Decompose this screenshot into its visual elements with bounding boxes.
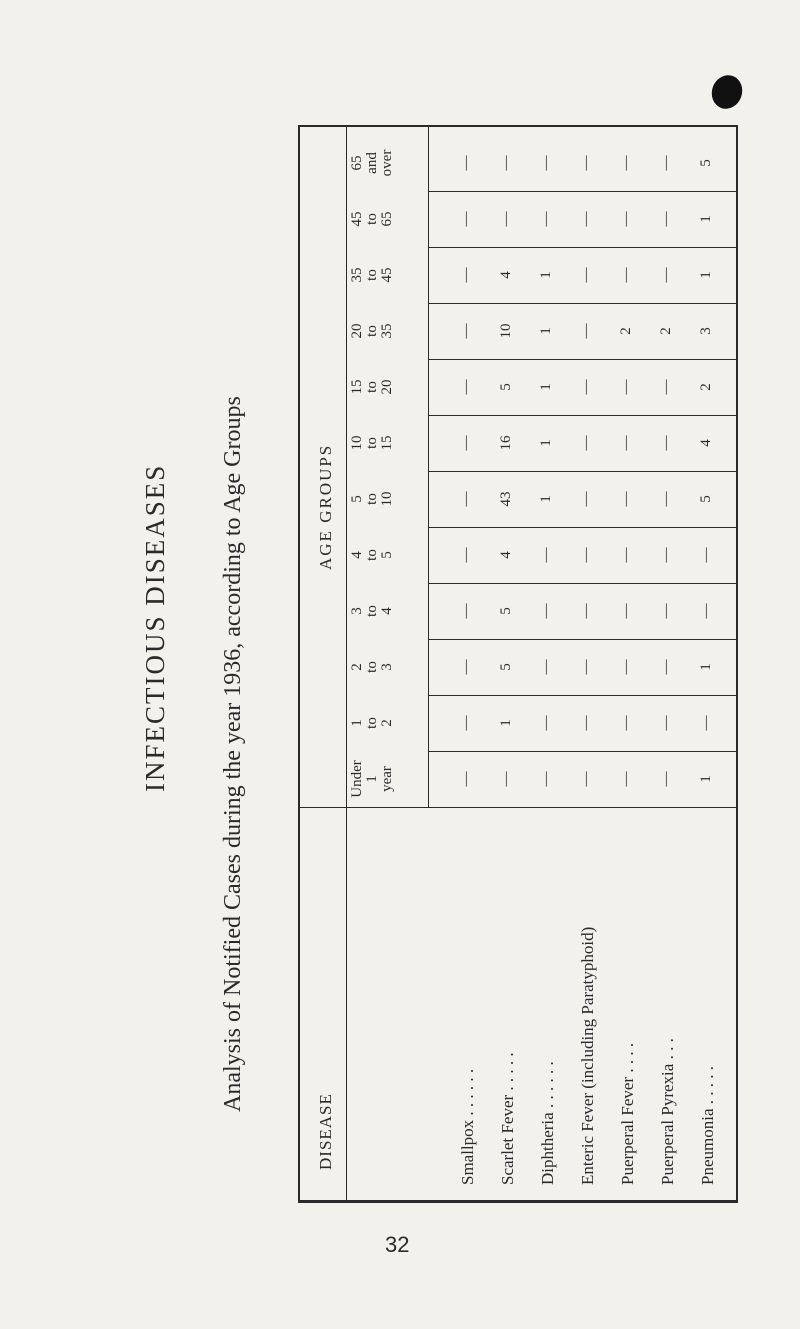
age-group-label-line: 65 — [379, 211, 395, 227]
age-column-rule — [428, 359, 738, 360]
table-cell: — — [618, 155, 634, 171]
age-groups-header: AGE GROUPS — [316, 443, 335, 570]
table-cell: — — [578, 379, 594, 395]
age-group-label-line: 2 — [379, 719, 395, 727]
age-group-label — [350, 421, 395, 465]
age-group-label-line: 20 — [379, 379, 395, 395]
age-group-label-line: 20 — [349, 323, 365, 339]
table-cell: — — [618, 659, 634, 675]
table-cell: 4 — [498, 551, 514, 559]
age-group-label-line: to — [364, 717, 380, 729]
table-cell: — — [538, 603, 554, 619]
age-group-label-line: 10 — [379, 491, 395, 507]
age-group-label — [350, 589, 395, 633]
age-column-rule — [428, 471, 738, 472]
table-cell: — — [578, 603, 594, 619]
age-group-label — [350, 533, 395, 577]
table-cell: 1 — [698, 663, 714, 671]
table-cell: — — [538, 659, 554, 675]
table-cell: 1 — [538, 383, 554, 391]
table-cell: — — [458, 715, 474, 731]
age-group-label-line: 45 — [379, 267, 395, 283]
age-group-label — [350, 757, 395, 801]
table-cell: — — [458, 211, 474, 227]
age-group-label-line: to — [364, 325, 380, 337]
table-cell: — — [538, 715, 554, 731]
table-cell: — — [578, 323, 594, 339]
table-cell: — — [658, 659, 674, 675]
page-title: INFECTIOUS DISEASES — [140, 463, 170, 792]
page-number: 32 — [385, 1232, 410, 1257]
table-cell: — — [618, 715, 634, 731]
table-left-rule — [298, 125, 300, 1203]
table-cell: — — [458, 603, 474, 619]
table-cell: — — [578, 267, 594, 283]
table-cell: 3 — [698, 327, 714, 335]
table-cell: — — [658, 435, 674, 451]
table-cell: 5 — [498, 383, 514, 391]
table-cell: 2 — [658, 327, 674, 335]
page-subtitle: Analysis of Notified Cases during the year 1936, according to Age Groups — [220, 396, 246, 1112]
table-cell: — — [658, 715, 674, 731]
table-cell: 1 — [538, 495, 554, 503]
table-cell: 1 — [538, 327, 554, 335]
table-cell: — — [618, 379, 634, 395]
age-group-label-line: to — [364, 549, 380, 561]
ink-blot — [707, 71, 747, 113]
age-group-label-line: 1 — [364, 775, 380, 783]
table-cell: — — [578, 491, 594, 507]
age-group-label-line: 65 — [349, 155, 365, 171]
age-group-label — [350, 477, 395, 521]
age-group-label-line: 3 — [349, 607, 365, 615]
table-cell: — — [618, 491, 634, 507]
age-group-label — [350, 197, 395, 241]
table-bottom-rule — [298, 1200, 738, 1203]
age-column-rule — [428, 247, 738, 248]
table-cell: — — [578, 547, 594, 563]
table-cell: — — [578, 715, 594, 731]
age-group-label — [350, 365, 395, 409]
table-cell: — — [538, 155, 554, 171]
table-cell: 4 — [698, 439, 714, 447]
table-cell: — — [578, 211, 594, 227]
age-group-label-line: to — [364, 381, 380, 393]
disease-divider-rule — [298, 807, 738, 808]
table-cell: — — [458, 267, 474, 283]
table-cell: — — [658, 771, 674, 787]
table-cell: — — [498, 211, 514, 227]
table-cell: — — [658, 603, 674, 619]
age-group-label-line: to — [364, 437, 380, 449]
table-cell: — — [578, 771, 594, 787]
age-group-label-line: 35 — [379, 323, 395, 339]
age-column-rule — [428, 303, 738, 304]
table-cell: — — [698, 547, 714, 563]
age-group-label-line: 1 — [349, 719, 365, 727]
age-group-label-line: 5 — [349, 495, 365, 503]
table-cell: — — [658, 211, 674, 227]
age-group-label — [350, 253, 395, 297]
table-cell: — — [498, 155, 514, 171]
table-cell: 2 — [618, 327, 634, 335]
table-cell: — — [578, 659, 594, 675]
table-cell: — — [458, 491, 474, 507]
cases-table — [298, 125, 738, 1203]
age-group-label-line: to — [364, 661, 380, 673]
table-cell: — — [658, 267, 674, 283]
disease-name: Puerperal Pyrexia . . . — [658, 1038, 677, 1185]
age-group-label-line: 45 — [349, 211, 365, 227]
age-group-label — [350, 309, 395, 353]
age-group-label-line: and — [364, 152, 380, 174]
table-cell: — — [618, 603, 634, 619]
table-cell: 1 — [498, 719, 514, 727]
table-cell: 5 — [698, 495, 714, 503]
age-column-rule — [428, 191, 738, 192]
table-cell: — — [458, 547, 474, 563]
table-cell: — — [538, 771, 554, 787]
table-cell: — — [698, 715, 714, 731]
age-group-label-line: over — [379, 149, 395, 177]
age-group-label-line: 15 — [349, 379, 365, 395]
table-cell: 16 — [498, 435, 514, 451]
age-group-label — [350, 645, 395, 689]
table-cell: 5 — [498, 663, 514, 671]
table-cell: — — [458, 771, 474, 787]
disease-name: Pneumonia . . . . . — [698, 1066, 717, 1185]
table-cell: 1 — [698, 775, 714, 783]
disease-name: Smallpox . . . . . . — [458, 1068, 477, 1185]
table-cell: — — [458, 435, 474, 451]
age-column-rule — [428, 751, 738, 752]
age-group-label-line: 10 — [349, 435, 365, 451]
table-cell: 5 — [698, 159, 714, 167]
header-divider-rule — [346, 125, 347, 1203]
table-cell: — — [538, 211, 554, 227]
age-group-label-line: 3 — [379, 663, 395, 671]
age-group-label — [350, 701, 395, 745]
disease-name: Scarlet Fever . . . . . — [498, 1052, 517, 1185]
table-cell: — — [658, 547, 674, 563]
table-cell: — — [618, 211, 634, 227]
disease-name: Diphtheria . . . . . . — [538, 1061, 557, 1185]
table-cell: — — [658, 379, 674, 395]
age-group-label-line: year — [379, 766, 395, 792]
table-cell: — — [618, 435, 634, 451]
age-group-label-line: 4 — [379, 607, 395, 615]
age-column-rule — [428, 415, 738, 416]
age-column-rule — [428, 527, 738, 528]
table-cell: — — [498, 771, 514, 787]
table-cell: 10 — [498, 323, 514, 339]
table-cell: 5 — [498, 607, 514, 615]
age-group-label-line: 5 — [379, 551, 395, 559]
table-cell: 1 — [698, 271, 714, 279]
table-cell: 1 — [538, 271, 554, 279]
disease-header: DISEASE — [316, 1093, 335, 1170]
table-cell: — — [658, 491, 674, 507]
table-cell: — — [538, 547, 554, 563]
table-cell: — — [458, 659, 474, 675]
table-cell: — — [458, 379, 474, 395]
age-column-rule — [428, 639, 738, 640]
age-group-label-line: to — [364, 213, 380, 225]
age-column-rule — [428, 583, 738, 584]
table-cell: 4 — [498, 271, 514, 279]
table-top-rule — [298, 125, 738, 127]
table-cell: — — [618, 547, 634, 563]
table-cell: 2 — [698, 383, 714, 391]
age-group-label-line: 35 — [349, 267, 365, 283]
age-group-label-line: to — [364, 605, 380, 617]
table-cell: — — [458, 155, 474, 171]
age-group-label-line: 2 — [349, 663, 365, 671]
table-cell: — — [618, 267, 634, 283]
age-column-rule — [428, 695, 738, 696]
table-right-rule — [736, 125, 738, 1203]
table-cell: — — [658, 155, 674, 171]
age-group-label-line: to — [364, 269, 380, 281]
disease-name: Puerperal Fever . . . . — [618, 1042, 637, 1185]
age-group-label-line: 15 — [379, 435, 395, 451]
table-cell: — — [698, 603, 714, 619]
table-cell: 1 — [698, 215, 714, 223]
table-cell: — — [458, 323, 474, 339]
age-group-label-line: Under — [349, 760, 365, 798]
table-cell: 1 — [538, 439, 554, 447]
table-cell: — — [578, 435, 594, 451]
age-group-label-line: to — [364, 493, 380, 505]
age-label-divider-rule — [428, 125, 429, 807]
age-group-label — [350, 141, 395, 185]
age-group-label-line: 4 — [349, 551, 365, 559]
table-cell: — — [618, 771, 634, 787]
table-cell: — — [578, 155, 594, 171]
table-cell: 43 — [498, 491, 514, 507]
disease-name: Enteric Fever (including Paratyphoid) — [578, 926, 597, 1185]
